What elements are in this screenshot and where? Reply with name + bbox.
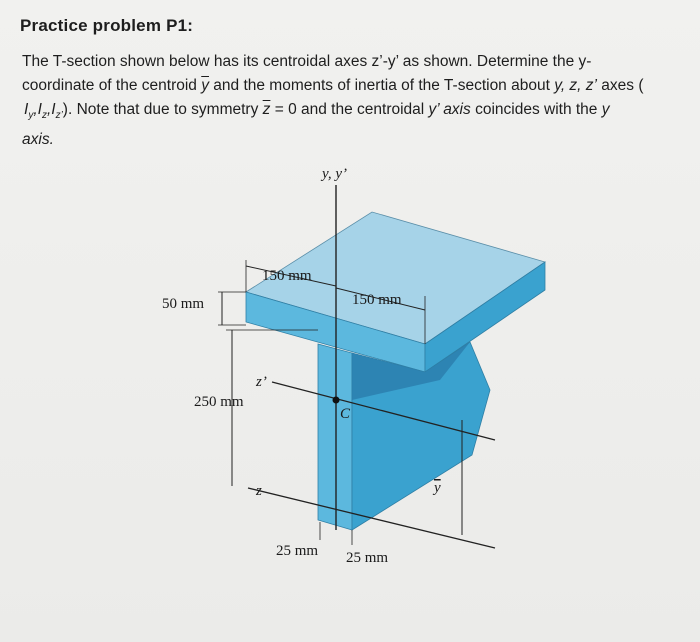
ybar-symbol: $\overline{y}$ xyxy=(201,77,209,94)
axis-label-z: z xyxy=(256,483,262,499)
ybar-label: y xyxy=(434,480,441,496)
moment-symbol: ,I xyxy=(46,101,56,118)
centroid-label: C xyxy=(340,406,351,422)
text-segment: coordinate of the centroid xyxy=(22,77,202,94)
axes-symbols: y, z, z’ xyxy=(554,77,597,94)
dim-label-25-right: 25 mm xyxy=(346,550,389,566)
text-segment: and the moments of inertia of the T-section about xyxy=(208,77,555,94)
zbar-symbol: $\overline{z}$ xyxy=(262,101,271,118)
statement-line-4: axis. xyxy=(22,131,54,149)
problem-title: Practice problem P1: xyxy=(20,16,194,35)
subscript: z xyxy=(41,110,47,122)
subscript: y xyxy=(28,110,34,122)
dim-label-150-right: 150 mm xyxy=(352,292,402,308)
text-segment: axes ( xyxy=(597,77,644,94)
dim-label-250: 250 mm xyxy=(194,394,244,410)
yprime-axis-symbol: y’ axis xyxy=(428,101,471,118)
dim-label-150-left: 150 mm xyxy=(262,268,312,284)
moment-symbol: ,I xyxy=(33,101,42,118)
dim-label-25-left: 25 mm xyxy=(276,543,319,559)
statement-line-1: The T-section shown below has its centroidal axes z’-y’ as shown. Determine the y- xyxy=(22,53,592,70)
text-segment: ). Note that due to symmetry xyxy=(62,101,263,118)
centroid-point xyxy=(333,397,340,404)
y-symbol: y xyxy=(601,101,610,118)
moment-symbol: I xyxy=(24,101,29,118)
text-segment: coincides with the xyxy=(470,101,602,118)
web-front-face xyxy=(318,344,352,530)
axis-label-z-prime: z’ xyxy=(256,374,267,390)
text-segment: = 0 and the centroidal xyxy=(270,101,429,118)
subscript: z’ xyxy=(55,110,63,122)
axis-label-y: y, y’ xyxy=(322,166,347,182)
dim-label-50: 50 mm xyxy=(162,296,205,312)
